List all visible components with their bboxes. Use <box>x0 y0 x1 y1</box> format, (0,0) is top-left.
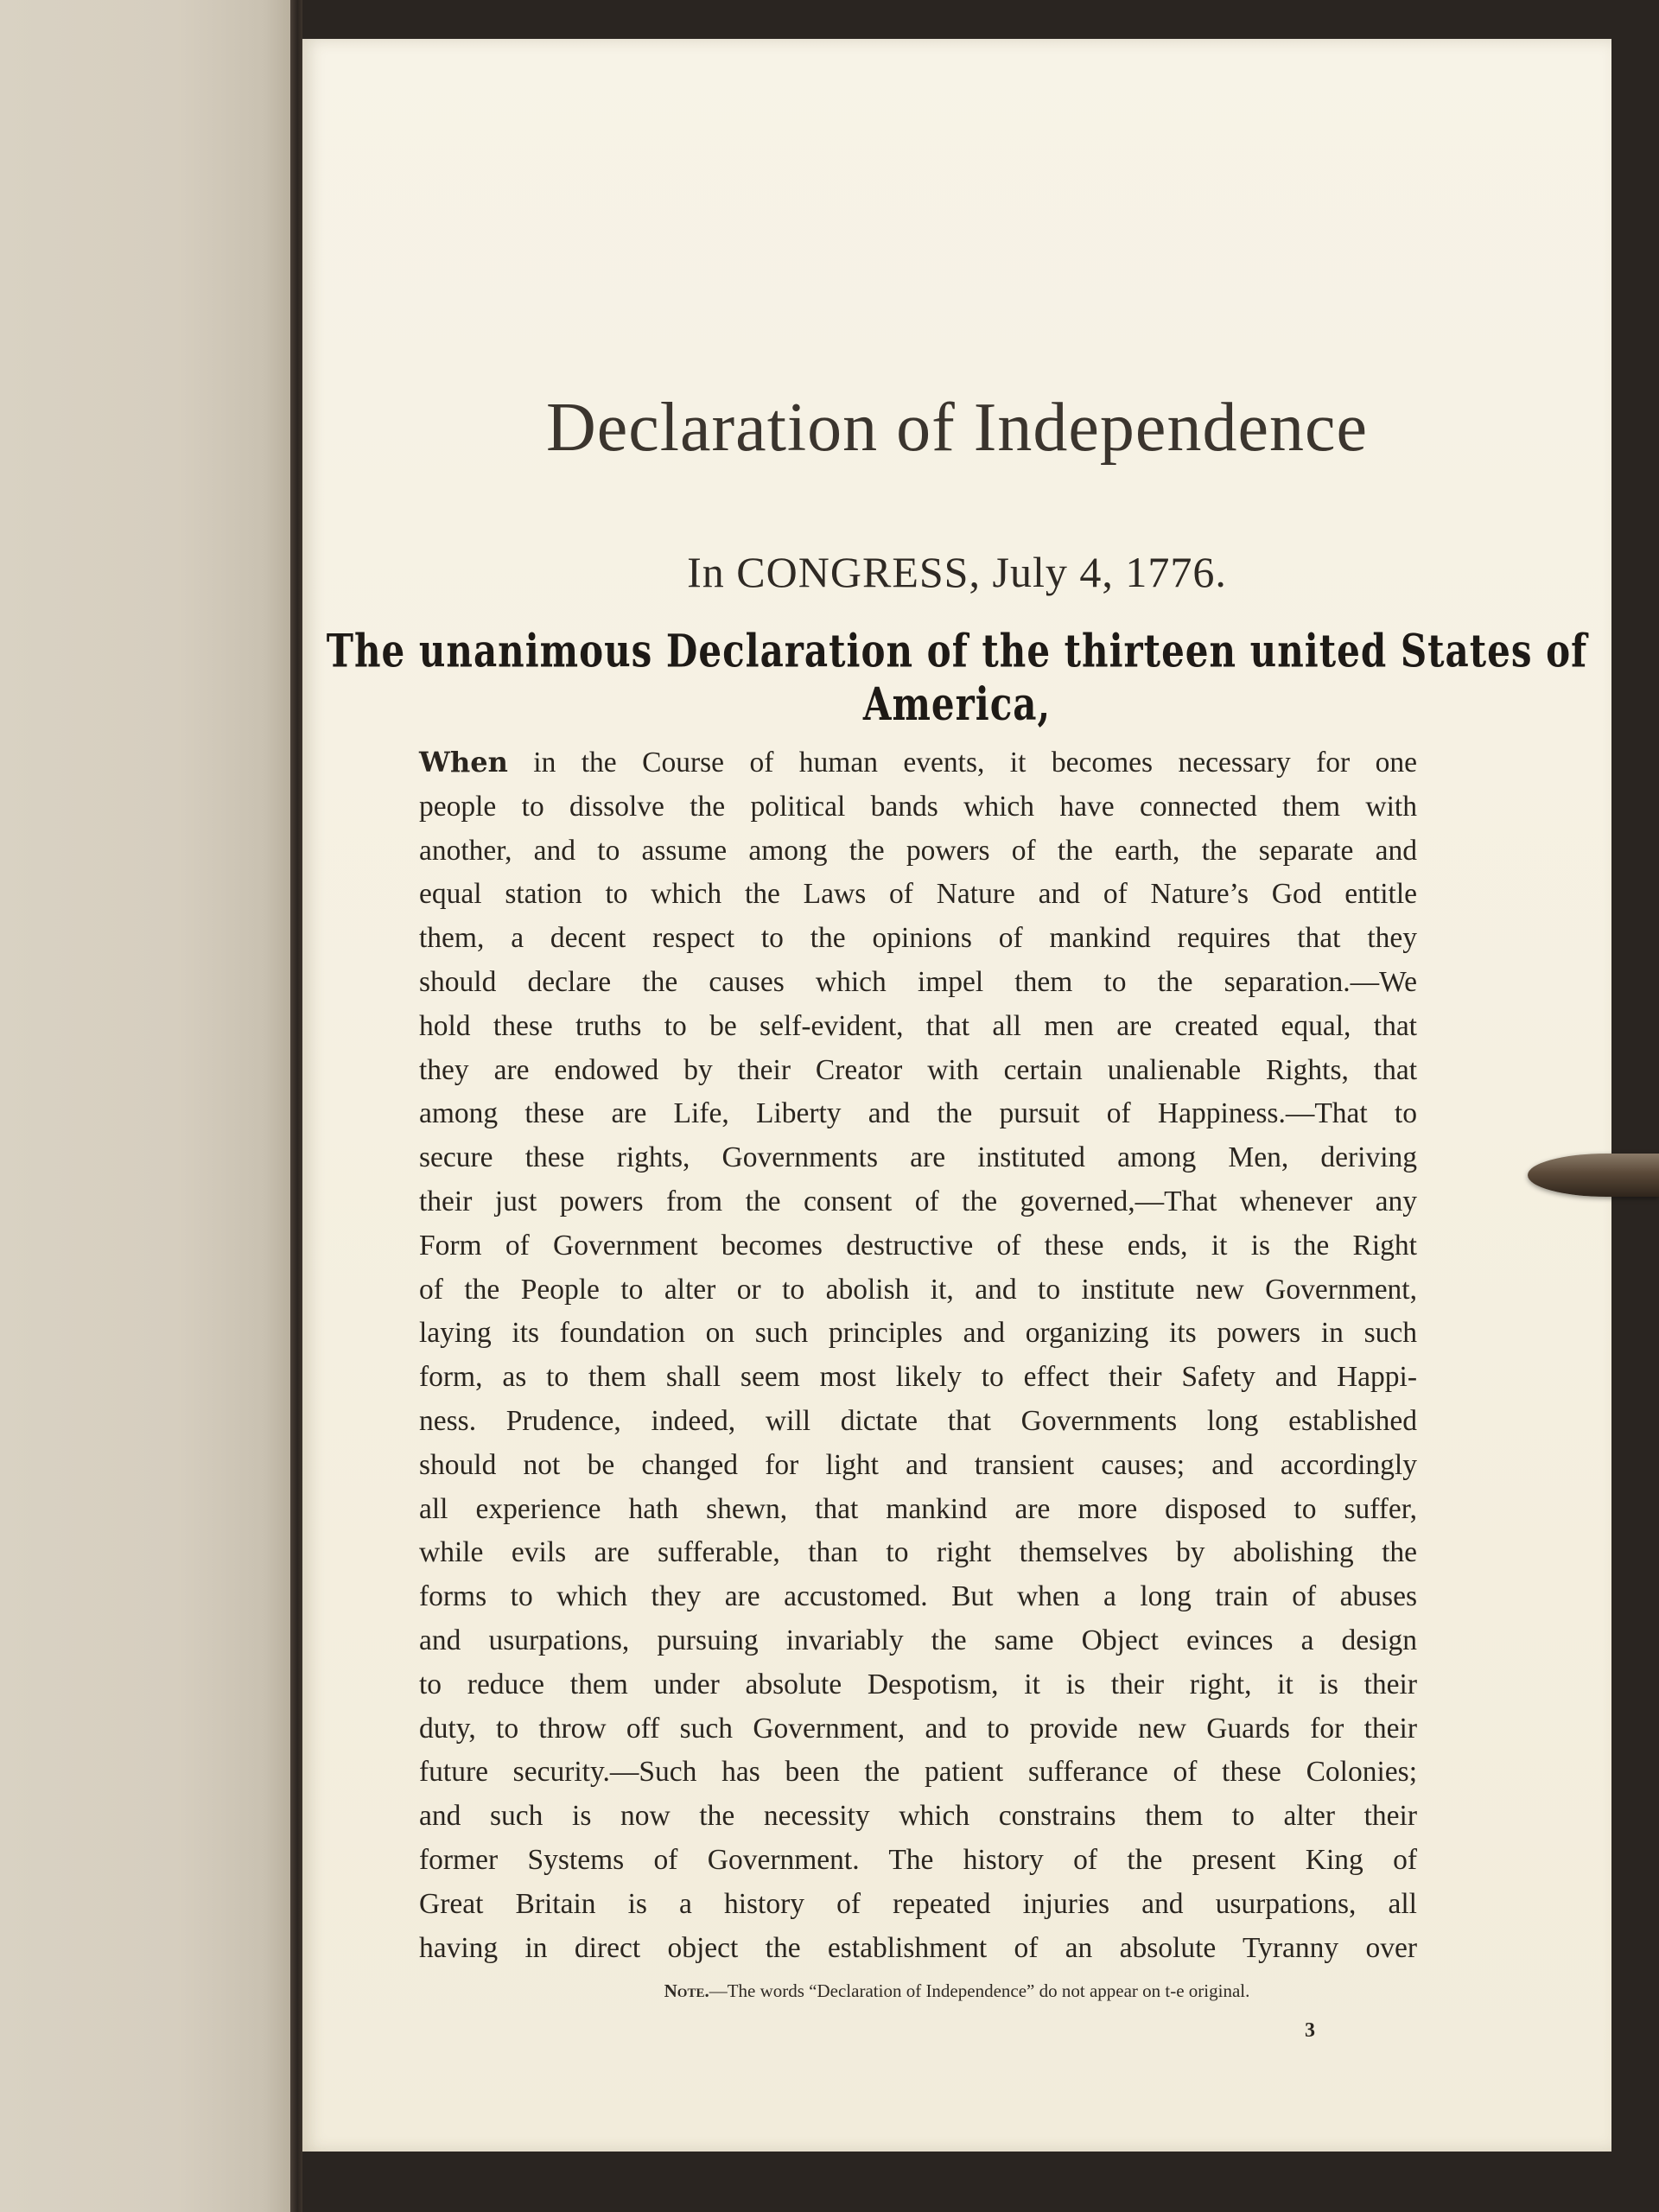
text-line-content: in the Course of human events, it becomes necessary for one <box>507 747 1417 779</box>
page-number: 3 <box>1305 2019 1315 2042</box>
footnote-text: —The words “Declaration of Independence” do not appear on t‐e original. <box>709 1980 1250 2001</box>
text-line: laying its foundation on such principles and organizing its powers in such <box>419 1317 1417 1350</box>
text-line: another, and to assume among the powers of the earth, the separate and <box>419 834 1417 867</box>
text-line: and usurpations, pursuing invariably the same Object evinces a design <box>419 1624 1417 1656</box>
footnote-label: Note. <box>664 1980 709 2001</box>
declaration-body <box>419 741 1417 1970</box>
text-line: their just powers from the consent of the governed,—That whenever any <box>419 1185 1417 1217</box>
text-line: having in direct object the establishment of an absolute Tyranny over <box>419 1931 1417 1964</box>
facing-page <box>0 0 294 2212</box>
book-gutter <box>290 0 302 2212</box>
text-line: form, as to them shall seem most likely to effect their Safety and Happi- <box>419 1361 1417 1394</box>
page-title: Declaration of Independence <box>546 390 1368 466</box>
text-line: Great Britain is a history of repeated injuries and usurpations, all <box>419 1887 1417 1920</box>
text-line: among these are Life, Liberty and the pursuit of Happiness.—That to <box>419 1097 1417 1130</box>
text-line: should not be changed for light and transient causes; and accordingly <box>419 1448 1417 1481</box>
congress-date-line: In CONGRESS, July 4, 1776. <box>687 548 1227 596</box>
text-line: of the People to alter or to abolish it, and to institute new Government, <box>419 1273 1417 1306</box>
text-line: Form of Government becomes destructive of these ends, it is the Right <box>419 1229 1417 1262</box>
text-line: to reduce them under absolute Despotism, it is their right, it is their <box>419 1668 1417 1700</box>
text-line <box>419 741 1417 785</box>
text-line: hold these truths to be self-evident, that all men are created equal, that <box>419 1009 1417 1042</box>
text-line: forms to which they are accustomed. But when a long train of abuses <box>419 1580 1417 1613</box>
text-line: and such is now the necessity which constrains them to alter their <box>419 1800 1417 1833</box>
blackletter-heading: The unanimous Declaration of the thirteen united States of America, <box>326 624 1588 731</box>
text-line: secure these rights, Governments are instituted among Men, deriving <box>419 1141 1417 1174</box>
document-page <box>302 39 1611 2152</box>
text-line: duty, to throw off such Government, and to provide new Guards for their <box>419 1712 1417 1745</box>
text-line: while evils are sufferable, than to right themselves by abolishing the <box>419 1536 1417 1569</box>
opening-word: When <box>419 746 508 779</box>
text-line: equal station to which the Laws of Nature and of Nature’s God entitle <box>419 878 1417 911</box>
text-line: people to dissolve the political bands which have connected them with <box>419 790 1417 823</box>
text-line: former Systems of Government. The history of the present King of <box>419 1843 1417 1876</box>
text-line: all experience hath shewn, that mankind are more disposed to suffer, <box>419 1492 1417 1525</box>
text-line: them, a decent respect to the opinions of mankind requires that they <box>419 922 1417 955</box>
footnote <box>302 1980 1611 2002</box>
text-line: they are endowed by their Creator with certain unalienable Rights, that <box>419 1053 1417 1086</box>
text-line: should declare the causes which impel them to the separation.—We <box>419 965 1417 998</box>
text-line: ness. Prudence, indeed, will dictate that Governments long established <box>419 1404 1417 1437</box>
text-line: future security.—Such has been the patient sufferance of these Colonies; <box>419 1756 1417 1789</box>
